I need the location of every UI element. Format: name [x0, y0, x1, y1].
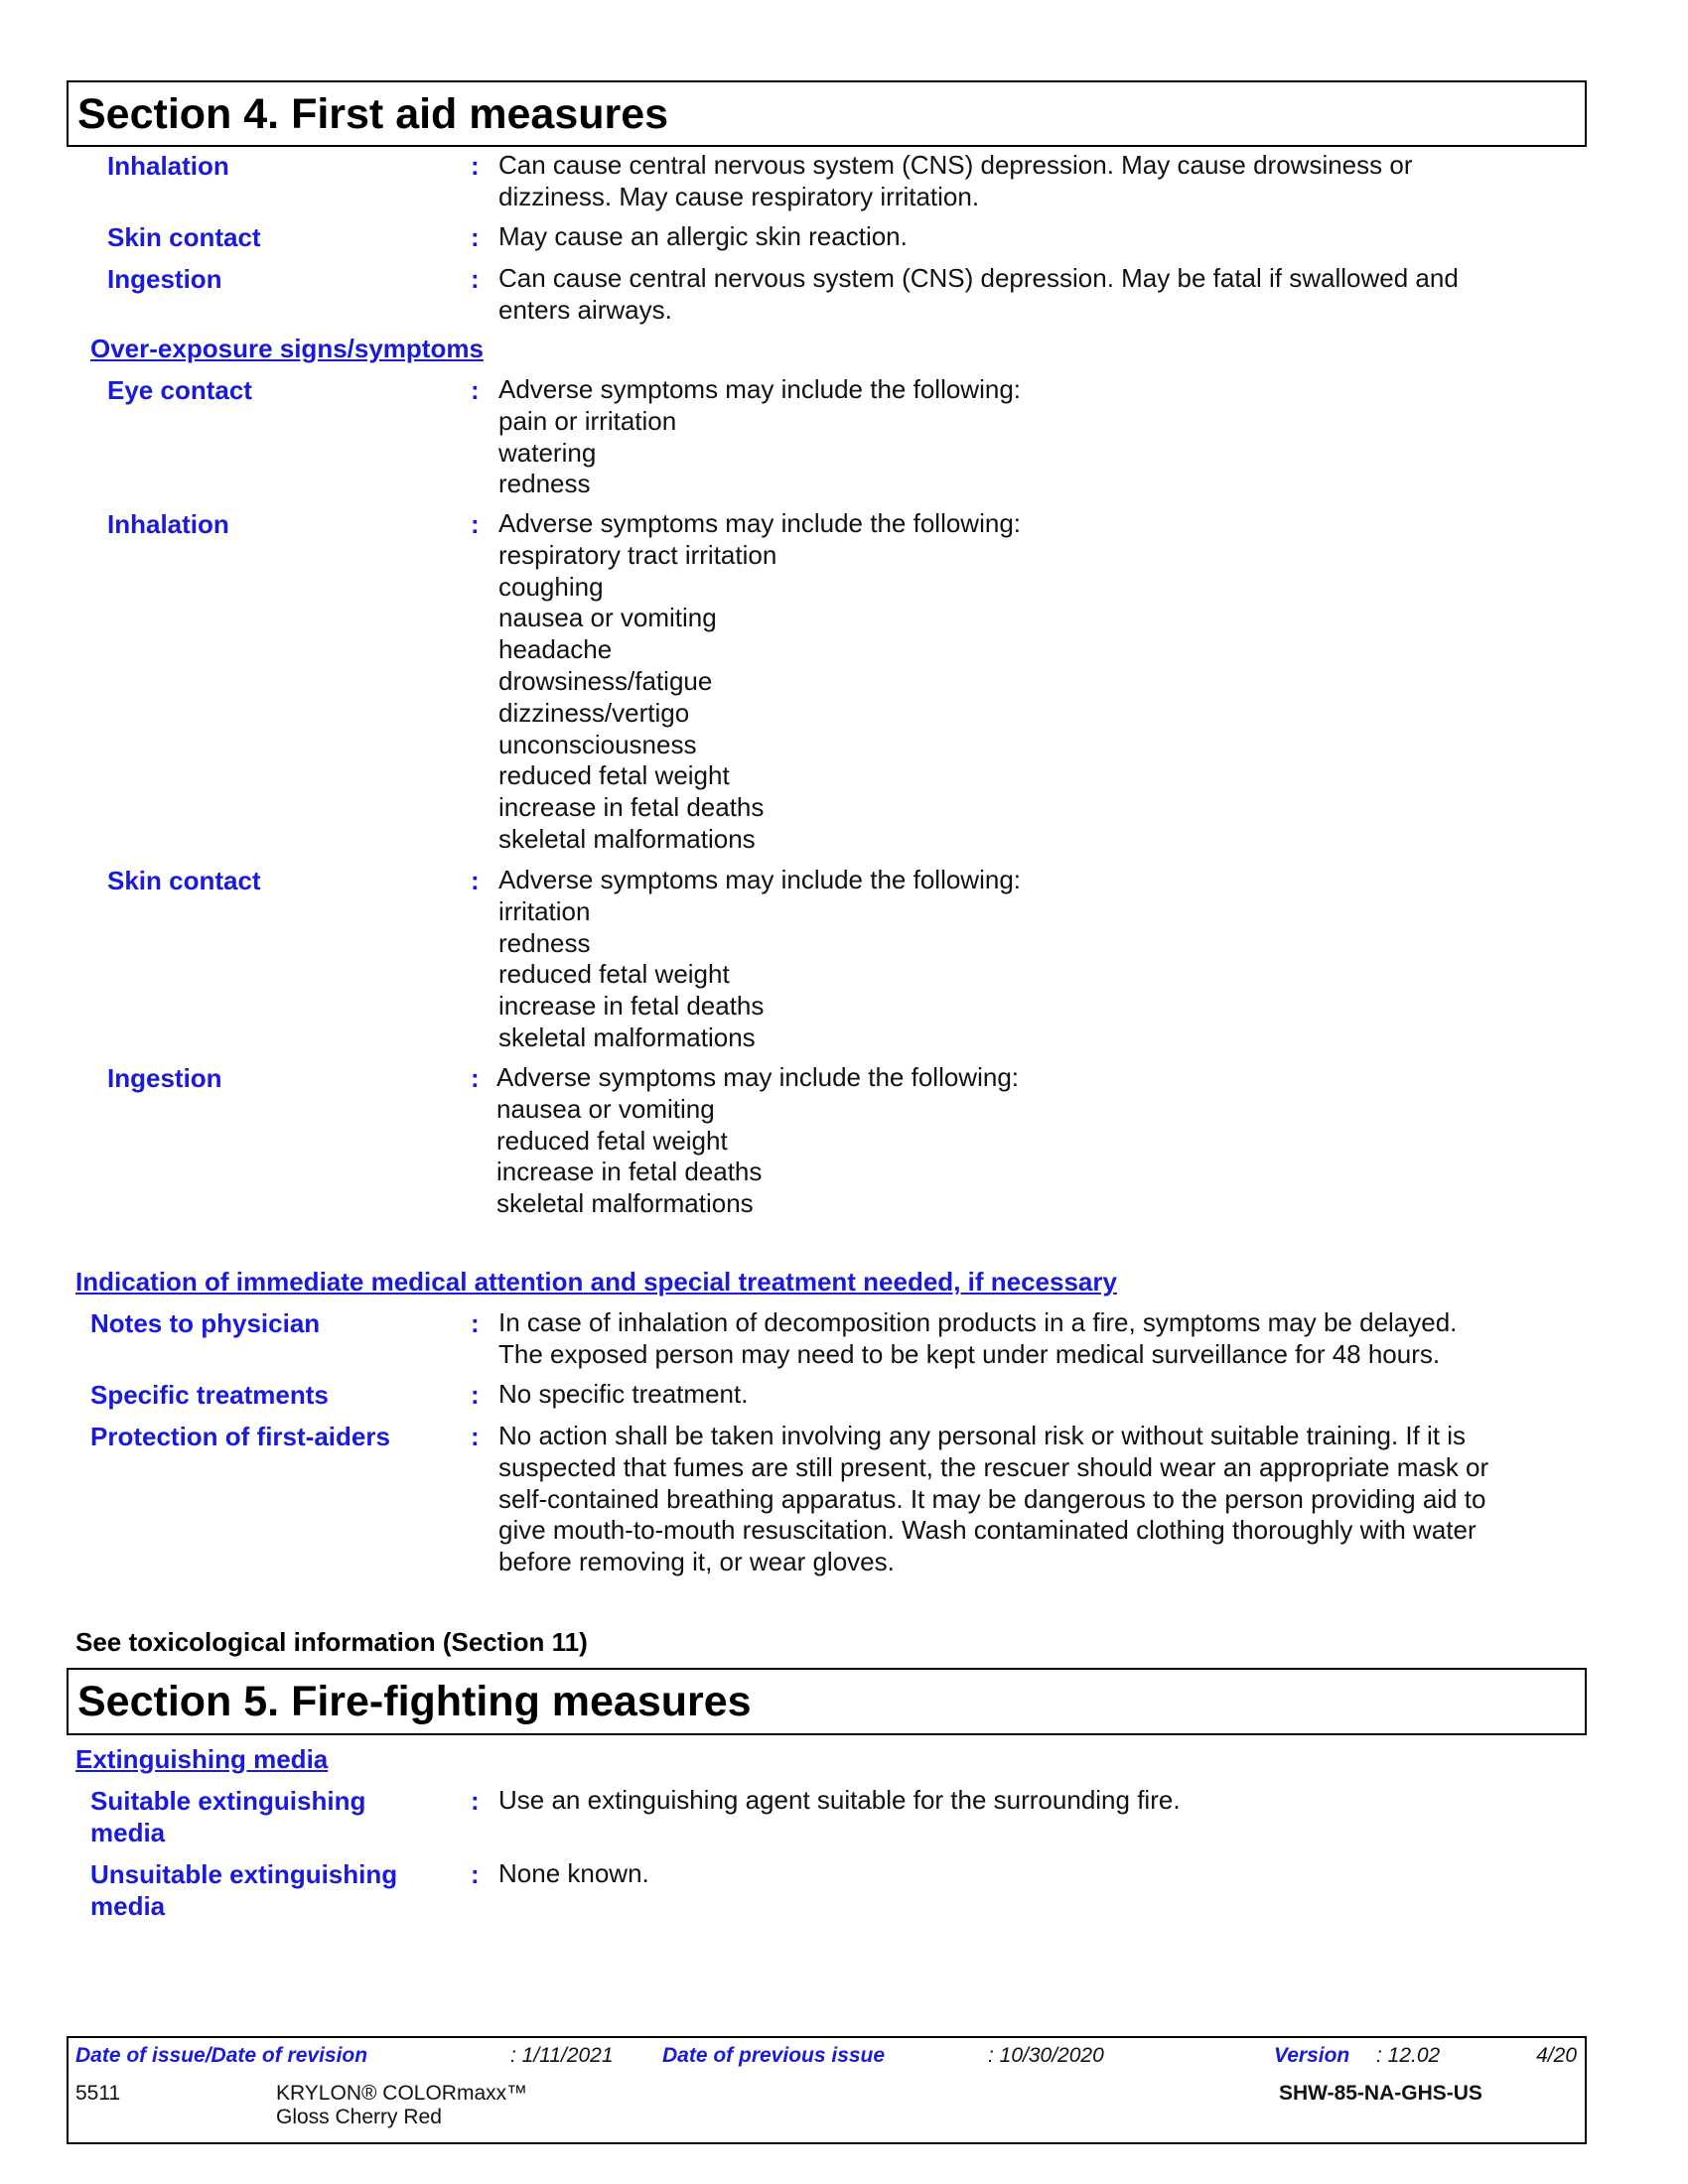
field-value-line: Adverse symptoms may include the following:	[498, 865, 1022, 894]
field-value-line: skeletal malformations	[498, 824, 756, 854]
field-value-line: nausea or vomiting	[496, 1093, 715, 1124]
field-value-line: Adverse symptoms may include the following:	[496, 1062, 1020, 1092]
colon-separator: :	[471, 375, 480, 405]
date-previous-label: Date of previous issue	[662, 2044, 886, 2067]
field-label: Unsuitable extinguishing	[90, 1859, 398, 1889]
field-value-line: Can cause central nervous system (CNS) depression. May cause drowsiness or	[498, 150, 1413, 180]
field-value-line: skeletal malformations	[496, 1188, 754, 1219]
field-value-line: redness	[498, 927, 591, 958]
field-value-line: Adverse symptoms may include the following:	[498, 374, 1022, 404]
colon-separator: :	[471, 1859, 480, 1889]
colon-separator: :	[471, 1308, 480, 1338]
indication-heading: Indication of immediate medical attention and special treatment needed, if necessary	[75, 1267, 1117, 1297]
product-name-line2: Gloss Cherry Red	[276, 2106, 442, 2128]
colon-separator: :	[471, 1422, 480, 1451]
field-value-line: None known.	[498, 1858, 649, 1888]
field-value-line: coughing	[498, 571, 604, 602]
field-label: Skin contact	[107, 866, 261, 895]
field-value-line: before removing it, or wear gloves.	[498, 1547, 895, 1577]
see-toxicological-note: See toxicological information (Section 11)	[75, 1627, 588, 1657]
colon-separator: :	[471, 1380, 480, 1410]
field-value-line: reduced fetal weight	[498, 959, 730, 990]
field-label: Suitable extinguishing	[90, 1786, 366, 1816]
field-value-line: watering	[498, 437, 597, 468]
date-previous-value: : 10/30/2020	[988, 2044, 1104, 2067]
field-value-line: self-contained breathing apparatus. It may be dangerous to the person providing aid to	[498, 1483, 1486, 1514]
product-code: 5511	[75, 2082, 121, 2105]
colon-separator: :	[471, 1063, 480, 1093]
field-value-line: suspected that fumes are still present, the rescuer should wear an appropriate mask or	[498, 1451, 1489, 1482]
date-issue-label: Date of issue/Date of revision	[75, 2044, 368, 2067]
colon-separator: :	[471, 222, 480, 252]
field-value-line: dizziness/vertigo	[498, 697, 690, 728]
field-value-line: redness	[498, 469, 591, 499]
field-value-line: No specific treatment.	[498, 1379, 749, 1409]
version-label: Version	[1274, 2044, 1350, 2067]
page-footer	[67, 2036, 1587, 2144]
field-label: Inhalation	[107, 509, 229, 539]
section-4-header	[67, 80, 1587, 147]
field-value-line: increase in fetal deaths	[496, 1157, 763, 1187]
section-5-header	[67, 1668, 1587, 1735]
section-5-title: Section 5. Fire-fighting measures	[77, 1678, 752, 1725]
field-label: Inhalation	[107, 151, 229, 181]
field-value-line: increase in fetal deaths	[498, 792, 765, 823]
field-label: Ingestion	[107, 264, 222, 294]
colon-separator: :	[471, 866, 480, 895]
field-value-line: Can cause central nervous system (CNS) depression. May be fatal if swallowed and	[498, 263, 1459, 293]
product-name-line1: KRYLON® COLORmaxx™	[276, 2082, 528, 2105]
field-value-line: skeletal malformations	[498, 1023, 756, 1052]
version-value: : 12.02	[1376, 2044, 1441, 2067]
field-label: Skin contact	[107, 222, 261, 252]
overexposure-heading: Over-exposure signs/symptoms	[90, 334, 484, 363]
field-value-line: nausea or vomiting	[498, 603, 717, 633]
field-value-line: give mouth-to-mouth resuscitation. Wash contaminated clothing thoroughly with water	[498, 1515, 1477, 1546]
field-value-line: enters airways.	[498, 294, 672, 325]
field-value-line: irritation	[498, 895, 591, 926]
field-value-line: Use an extinguishing agent suitable for the surrounding fire.	[498, 1785, 1181, 1815]
colon-separator: :	[471, 1786, 480, 1816]
colon-separator: :	[471, 151, 480, 181]
document-code: SHW-85-NA-GHS-US	[1279, 2082, 1482, 2105]
field-value-line: In case of inhalation of decomposition products in a fire, symptoms may be delayed.	[498, 1307, 1458, 1337]
field-value-line: drowsiness/fatigue	[498, 666, 713, 696]
field-value-line: pain or irritation	[498, 405, 677, 436]
field-value-line: increase in fetal deaths	[498, 991, 765, 1022]
field-label: Eye contact	[107, 375, 252, 405]
field-value-line: No action shall be taken involving any personal risk or without suitable training. If it is	[498, 1421, 1467, 1450]
field-label: Specific treatments	[90, 1380, 329, 1410]
field-value-line: respiratory tract irritation	[498, 539, 777, 570]
page-number: 4/20	[1536, 2044, 1577, 2067]
section-4-title: Section 4. First aid measures	[77, 90, 669, 138]
field-value-line: headache	[498, 634, 613, 665]
date-issue-value: : 1/11/2021	[510, 2044, 614, 2067]
field-value-line: dizziness. May cause respiratory irritation.	[498, 181, 980, 211]
field-label: media	[90, 1818, 166, 1847]
field-label: Protection of first-aiders	[90, 1422, 390, 1451]
field-value-line: May cause an allergic skin reaction.	[498, 221, 908, 251]
colon-separator: :	[471, 509, 480, 539]
field-label: Ingestion	[107, 1063, 222, 1093]
field-value-line: Adverse symptoms may include the following:	[498, 508, 1022, 538]
field-value-line: reduced fetal weight	[498, 760, 730, 791]
field-label: media	[90, 1891, 166, 1921]
field-label: Notes to physician	[90, 1308, 321, 1338]
field-value-line: unconsciousness	[498, 729, 697, 759]
colon-separator: :	[471, 264, 480, 294]
field-value-line: reduced fetal weight	[496, 1125, 728, 1156]
extinguishing-media-heading: Extinguishing media	[75, 1744, 329, 1774]
field-value-line: The exposed person may need to be kept under medical surveillance for 48 hours.	[498, 1338, 1441, 1369]
